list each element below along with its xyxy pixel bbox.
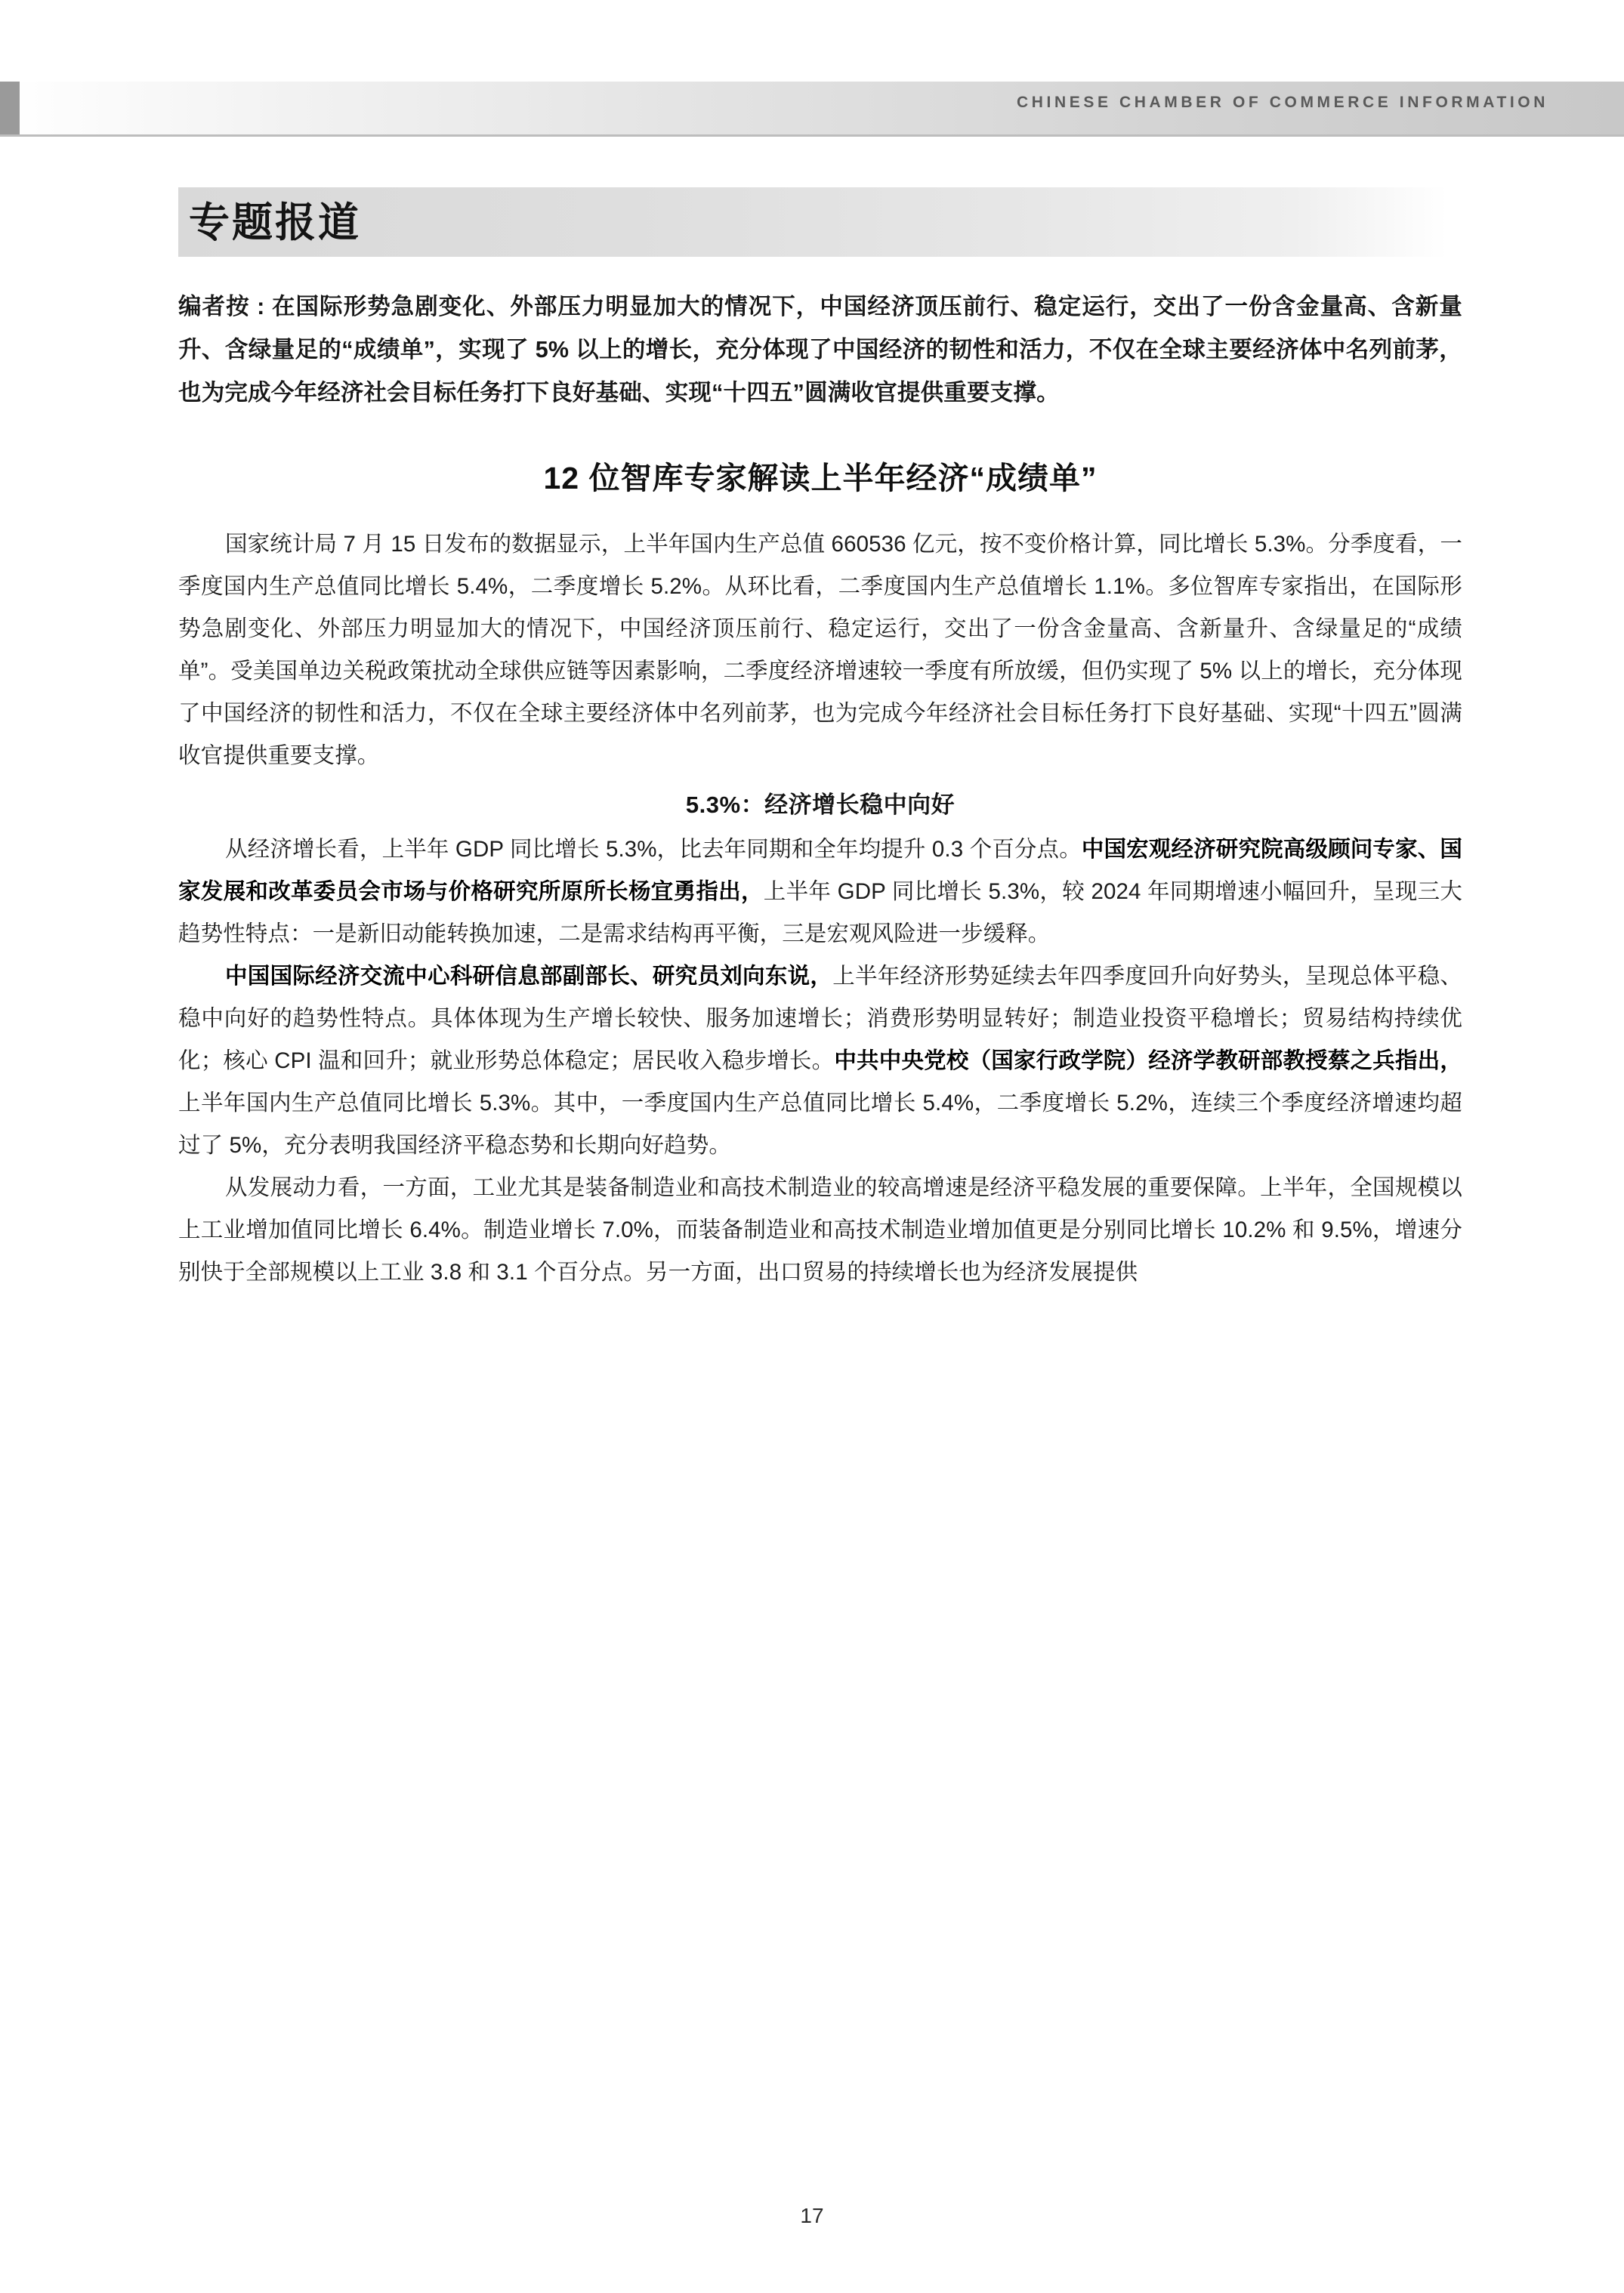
article-title: 12 位智库专家解读上半年经济“成绩单” xyxy=(543,461,1098,495)
paragraph-3 xyxy=(178,955,1462,1167)
paragraph-2-lead: 从经济增长看，上半年 GDP 同比增长 5.3%，比去年同期和全年均提升 0.3 个百分点。 xyxy=(225,837,1082,862)
header-left-accent-bar xyxy=(0,82,20,136)
running-head: CHINESE CHAMBER OF COMMERCE INFORMATION xyxy=(1017,94,1548,111)
article-body xyxy=(178,285,1462,1294)
subheading-1: 5.3%：经济增长稳中向好 xyxy=(685,792,956,818)
header-divider xyxy=(0,134,1624,137)
page-number: 17 xyxy=(800,2204,824,2227)
section-title-background xyxy=(178,187,1447,257)
section-title xyxy=(178,187,1447,257)
section-title-label: 专题报道 xyxy=(189,198,361,246)
paragraph-3-emphasis-1: 中国国际经济交流中心科研信息部副部长、研究员刘向东说， xyxy=(225,964,833,989)
paragraph-3-tail: 上半年国内生产总值同比增长 5.3%。其中，一季度国内生产总值同比增长 5.4%，二季度增长 5.2%，连续三个季度经济增速均超过了 5%，充分表明我国经济平稳态势和长期向好趋势。 xyxy=(178,1091,1462,1158)
paragraph-3-emphasis-2: 中共中央党校（国家行政学院）经济学教研部教授蔡之兵指出， xyxy=(834,1048,1462,1073)
paragraph-2 xyxy=(178,829,1462,955)
paragraph-2-tail: 上半年 GDP 同比增长 5.3%，较 2024 年同期增速小幅回升，呈现三大趋势性特点：一是新旧动能转换加速，二是需求结构再平衡，三是宏观风险进一步缓释。 xyxy=(178,879,1462,946)
paragraph-4: 从发展动力看，一方面，工业尤其是装备制造业和高技术制造业的较高增速是经济平稳发展的重要保障。上半年，全国规模以上工业增加值同比增长 6.4%。制造业增长 7.0%，而装备制造业和高技术制造业增加值更是分别同比增长 10.2% 和 9.5%，增速分别快于全部规模以上工业 3.8 和 3.1 个百分点。另一方面，出口贸易的持续增长也为经济发展提供 xyxy=(178,1175,1462,1285)
editor-note: 编者按 : 在国际形势急剧变化、外部压力明显加大的情况下，中国经济顶压前行、稳定运行，交出了一份含金量高、含新量升、含绿量足的“成绩单”，实现了 5% 以上的增长，充分体现了中国经济的韧性和活力，不仅在全球主要经济体中名列前茅，也为完成今年经济社会目标任务打下良好基础、实现“十四五”圆满收官提供重要支撑。 xyxy=(178,294,1462,406)
paragraph-3-mid: 上半年经济形势延续去年四季度回升向好势头，呈现总体平稳、稳中向好的趋势性特点。具体体现为生产增长较快、服务加速增长；消费形势明显转好；制造业投资平稳增长；贸易结构持续优化；核心 CPI 温和回升；就业形势总体稳定；居民收入稳步增长。 xyxy=(178,964,1462,1073)
paragraph-1: 国家统计局 7 月 15 日发布的数据显示，上半年国内生产总值 660536 亿元，按不变价格计算，同比增长 5.3%。分季度看，一季度国内生产总值同比增长 5.4%，二季度增长 5.2%。从环比看，二季度国内生产总值增长 1.1%。多位智库专家指出，在国际形势急剧变化、外部压力明显加大的情况下，中国经济顶压前行、稳定运行，交出了一份含金量高、含新量升、含绿量足的“成绩单”。受美国单边关税政策扰动全球供应链等因素影响，二季度经济增速较一季度有所放缓，但仍实现了 5% 以上的增长，充分体现了中国经济的韧性和活力，不仅在全球主要经济体中名列前茅，也为完成今年经济社会目标任务打下良好基础、实现“十四五”圆满收官提供重要支撑。 xyxy=(178,532,1462,768)
paragraph-2-emphasis: 中国宏观经济研究院高级顾问专家、国家发展和改革委员会市场与价格研究所原所长杨宜勇指出， xyxy=(178,837,1462,904)
